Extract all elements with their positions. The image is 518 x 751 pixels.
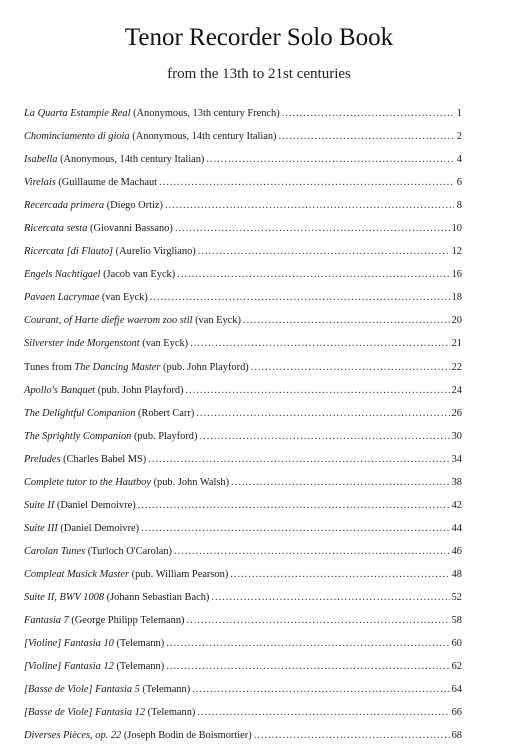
dot-leader bbox=[165, 198, 454, 214]
dot-leader bbox=[211, 590, 449, 606]
dot-leader bbox=[148, 452, 449, 468]
dot-leader bbox=[199, 429, 449, 445]
toc-entry-work: The Dancing Master bbox=[74, 361, 161, 373]
dot-leader bbox=[141, 521, 449, 537]
toc-entry bbox=[24, 129, 462, 152]
toc-entry-page-number: 20 bbox=[451, 315, 462, 327]
toc-entry bbox=[24, 290, 462, 313]
toc-entry-page-number: 62 bbox=[451, 661, 462, 673]
toc-entry-title bbox=[24, 521, 139, 537]
toc-entry bbox=[24, 360, 462, 383]
toc-entry-title bbox=[24, 244, 196, 260]
dot-leader bbox=[192, 682, 449, 698]
toc-entry bbox=[24, 475, 462, 498]
dot-leader bbox=[138, 498, 450, 514]
dot-leader bbox=[175, 221, 450, 237]
toc-entry bbox=[24, 567, 462, 590]
toc-entry-title bbox=[24, 429, 197, 445]
toc-entry-work: Pavaen Lacrymae bbox=[24, 292, 100, 304]
toc-entry-composer: (van Eyck) bbox=[192, 315, 241, 327]
toc-entry-composer: (Jacob van Eyck) bbox=[100, 269, 176, 281]
toc-entry-composer: (Turloch O'Carolan) bbox=[85, 545, 173, 557]
toc-entry-work: Recercada primera bbox=[24, 200, 105, 212]
toc-entry-work: [Basse de Viole] Fantasia 12 bbox=[24, 707, 146, 719]
toc-entry-composer: (Charles Babel MS) bbox=[60, 453, 147, 465]
toc-entry-page-number: 22 bbox=[451, 361, 462, 373]
toc-entry-title bbox=[24, 152, 204, 168]
toc-entry-work: [Violine] Fantasia 10 bbox=[24, 638, 114, 650]
toc-entry bbox=[24, 406, 462, 429]
toc-entry-page-number: 48 bbox=[451, 568, 462, 580]
toc-entry-title bbox=[24, 290, 148, 306]
toc-entry-page-number: 42 bbox=[451, 499, 462, 511]
toc-entry-work: La Quarta Estampie Real bbox=[24, 108, 131, 119]
toc-entry-composer: (pub. William Pearson) bbox=[129, 568, 229, 580]
toc-entry-title bbox=[24, 452, 146, 468]
toc-entry-work: Apollo's Banquet bbox=[24, 384, 96, 396]
toc-entry-page-number: 34 bbox=[451, 453, 462, 465]
toc-entry-work: Diverses Pièces, op. 22 bbox=[24, 730, 122, 742]
dot-leader bbox=[159, 175, 454, 191]
toc-entry bbox=[24, 636, 462, 659]
toc-entry bbox=[24, 728, 462, 751]
toc-entry bbox=[24, 336, 462, 359]
toc-entry-composer: (Anonymous, 13th century French) bbox=[130, 108, 280, 119]
toc-entry-work: Chominciamento di gioia bbox=[24, 131, 130, 143]
toc-entry-title bbox=[24, 567, 228, 583]
page-subtitle: from the 13th to 21st centuries bbox=[167, 66, 351, 82]
table-of-contents bbox=[24, 106, 462, 751]
toc-entry bbox=[24, 221, 462, 244]
toc-entry-title bbox=[24, 590, 209, 606]
dot-leader bbox=[197, 705, 449, 721]
toc-entry-composer: (pub. Playford) bbox=[131, 430, 198, 442]
toc-entry-title bbox=[24, 106, 280, 122]
toc-entry-page-number: 64 bbox=[451, 684, 462, 696]
toc-entry-title bbox=[24, 360, 249, 376]
toc-entry-composer: (Robert Carr) bbox=[135, 407, 195, 419]
toc-entry-title bbox=[24, 613, 185, 629]
toc-entry bbox=[24, 544, 462, 567]
toc-entry-work: Suite II bbox=[24, 499, 55, 511]
toc-entry-work: Ricercata sesta bbox=[24, 223, 88, 235]
toc-entry bbox=[24, 659, 462, 682]
toc-entry-composer: (George Philipp Telemann) bbox=[68, 615, 185, 627]
toc-entry-title bbox=[24, 383, 184, 399]
toc-entry-work: Carolan Tunes bbox=[24, 545, 86, 557]
toc-entry-title bbox=[24, 129, 277, 145]
toc-entry-composer: (Telemann) bbox=[139, 684, 191, 696]
toc-entry bbox=[24, 383, 462, 406]
toc-entry-work: Compleat Musick Master bbox=[24, 568, 130, 580]
toc-entry-work: Silverster inde Morgenstont bbox=[24, 338, 140, 350]
toc-entry-title bbox=[24, 198, 163, 214]
dot-leader bbox=[230, 567, 449, 583]
toc-entry-work: Complete tutor to the Hautboy bbox=[24, 476, 151, 488]
toc-entry-title bbox=[24, 682, 190, 698]
dot-leader bbox=[243, 313, 450, 329]
dot-leader bbox=[174, 544, 450, 560]
toc-entry-work: Preludes bbox=[24, 453, 61, 465]
toc-entry-work: Courant, of Harte diefje waerom zoo stil bbox=[24, 315, 193, 327]
toc-entry-title bbox=[24, 175, 157, 191]
toc-entry-page-number: 6 bbox=[456, 177, 462, 189]
dot-leader bbox=[196, 406, 449, 422]
toc-entry-page-number: 16 bbox=[451, 269, 462, 281]
toc-entry bbox=[24, 521, 462, 544]
toc-entry-page-number: 58 bbox=[451, 615, 462, 627]
toc-entry bbox=[24, 106, 462, 129]
toc-entry-work: The Delightful Companion bbox=[24, 407, 136, 419]
toc-entry-composer: (Telemann) bbox=[145, 707, 196, 719]
toc-entry-title bbox=[24, 336, 188, 352]
dot-leader bbox=[150, 290, 450, 306]
toc-entry-title bbox=[24, 475, 229, 491]
toc-entry-work: The Sprightly Companion bbox=[24, 430, 132, 442]
toc-entry bbox=[24, 152, 462, 175]
toc-entry bbox=[24, 452, 462, 475]
toc-entry-title bbox=[24, 728, 252, 744]
toc-entry-title bbox=[24, 659, 164, 675]
dot-leader bbox=[251, 360, 450, 376]
toc-entry bbox=[24, 498, 462, 521]
dot-leader bbox=[190, 336, 450, 352]
toc-entry-title bbox=[24, 636, 164, 652]
toc-entry-page-number: 21 bbox=[451, 338, 462, 350]
toc-entry-work: [Violine] Fantasia 12 bbox=[24, 661, 114, 673]
toc-entry-page-number: 66 bbox=[451, 707, 462, 719]
dot-leader bbox=[279, 129, 454, 145]
dot-leader bbox=[186, 383, 450, 399]
toc-entry-page-number: 38 bbox=[451, 476, 462, 488]
dot-leader bbox=[198, 244, 450, 260]
toc-entry bbox=[24, 313, 462, 336]
toc-entry-page-number: 60 bbox=[451, 638, 462, 650]
toc-entry bbox=[24, 682, 462, 705]
toc-entry-composer: (pub. John Playford) bbox=[160, 361, 249, 373]
toc-entry-page-number: 68 bbox=[451, 730, 462, 742]
toc-entry-title bbox=[24, 221, 173, 237]
toc-entry-work: Engels Nachtigael bbox=[24, 269, 101, 281]
toc-entry-page-number: 2 bbox=[456, 131, 462, 143]
dot-leader bbox=[254, 728, 450, 744]
toc-entry-composer: (van Eyck) bbox=[99, 292, 148, 304]
toc-entry-page-number: 44 bbox=[451, 522, 462, 534]
toc-entry bbox=[24, 429, 462, 452]
toc-entry bbox=[24, 267, 462, 290]
toc-entry-work: [Basse de Viole] Fantasia 5 bbox=[24, 684, 140, 696]
toc-entry-composer: (Telemann) bbox=[113, 661, 165, 673]
toc-entry-page-number: 12 bbox=[451, 246, 462, 258]
toc-entry-work: Fantasia 7 bbox=[24, 615, 69, 627]
toc-entry-page-number: 30 bbox=[451, 430, 462, 442]
toc-entry-title bbox=[24, 544, 172, 560]
dot-leader bbox=[206, 152, 454, 168]
toc-entry-composer: (Diego Ortiz) bbox=[104, 200, 163, 212]
dot-leader bbox=[166, 659, 449, 675]
toc-entry-title bbox=[24, 313, 241, 329]
toc-entry bbox=[24, 244, 462, 267]
toc-entry-title bbox=[24, 498, 136, 514]
toc-entry-composer: (Anonymous, 14th century Italian) bbox=[129, 131, 277, 143]
dot-leader bbox=[187, 613, 450, 629]
toc-entry-composer: (Johann Sebastian Bach) bbox=[104, 591, 210, 603]
toc-entry-title bbox=[24, 406, 194, 422]
toc-entry-page-number: 26 bbox=[451, 407, 462, 419]
toc-entry-page-number: 18 bbox=[451, 292, 462, 304]
toc-entry bbox=[24, 175, 462, 198]
toc-entry-page-number: 8 bbox=[456, 200, 462, 212]
toc-entry-work: Ricercata [di Flauto] bbox=[24, 246, 114, 258]
toc-entry-page-number: 10 bbox=[451, 223, 462, 235]
toc-entry-composer: (pub. John Walsh) bbox=[150, 476, 230, 488]
toc-entry-work: Suite II, BWV 1008 bbox=[24, 591, 105, 603]
toc-entry bbox=[24, 705, 462, 728]
dot-leader bbox=[166, 636, 449, 652]
toc-entry-composer: (Guillaume de Machaut bbox=[55, 177, 158, 189]
toc-entry-page-number: 52 bbox=[451, 591, 462, 603]
toc-entry-composer: (Anonymous, 14th century Italian) bbox=[57, 154, 205, 166]
dot-leader bbox=[231, 475, 450, 491]
toc-entry-composer: (Aurelio Virgliano) bbox=[113, 246, 196, 258]
toc-entry-work: Suite III bbox=[24, 522, 58, 534]
toc-entry-composer: (Daniel Demoivre) bbox=[54, 499, 136, 511]
toc-entry-composer: (Telemann) bbox=[113, 638, 165, 650]
toc-entry-title bbox=[24, 705, 195, 721]
toc-entry-composer: (Daniel Demoivre) bbox=[57, 522, 140, 534]
toc-entry bbox=[24, 613, 462, 636]
toc-entry-page-number: 24 bbox=[451, 384, 462, 396]
toc-entry bbox=[24, 198, 462, 221]
toc-entry-title bbox=[24, 267, 175, 283]
toc-entry-work: Isabella bbox=[24, 154, 58, 166]
page-title: Tenor Recorder Solo Book bbox=[124, 24, 394, 51]
toc-entry-composer: (Giovanni Bassano) bbox=[87, 223, 173, 235]
toc-entry-page-number: 46 bbox=[451, 545, 462, 557]
toc-entry-prefix: Tunes from bbox=[24, 361, 75, 373]
toc-entry-work: Virelais bbox=[24, 177, 56, 189]
dot-leader bbox=[282, 106, 454, 122]
toc-entry-page-number: 4 bbox=[456, 154, 462, 166]
dot-leader bbox=[177, 267, 449, 283]
toc-entry-composer: (van Eyck) bbox=[139, 338, 189, 350]
toc-entry-composer: (pub. John Playford) bbox=[95, 384, 184, 396]
toc-entry-page-number: 1 bbox=[456, 108, 462, 119]
toc-entry-composer: (Joseph Bodin de Boismortier) bbox=[121, 730, 252, 742]
toc-entry bbox=[24, 590, 462, 613]
